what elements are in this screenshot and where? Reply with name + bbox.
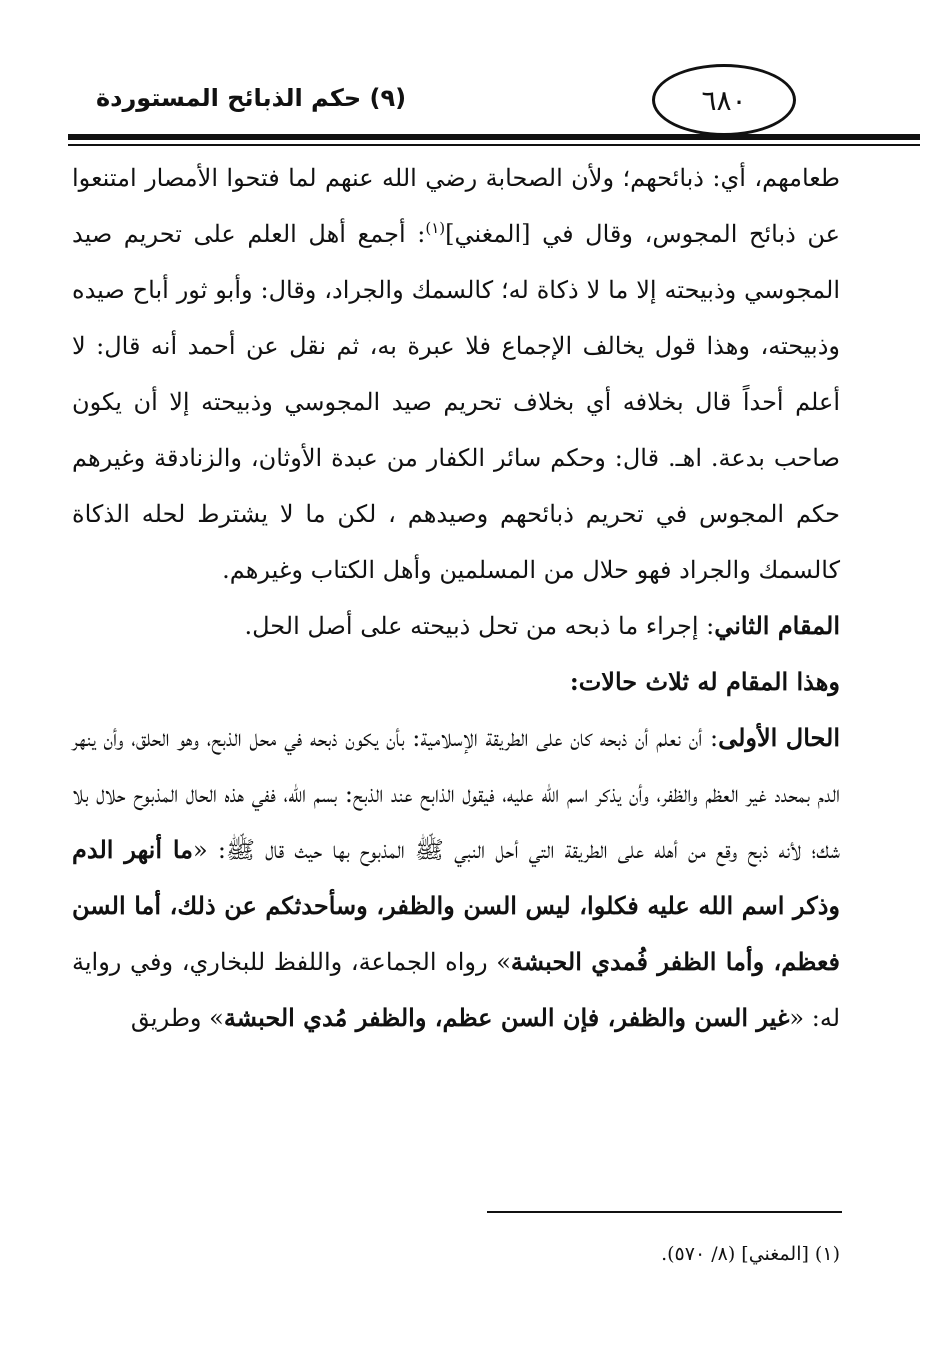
header-rule-thick: [68, 134, 920, 140]
paragraph-2: [72, 598, 840, 654]
paragraph-1: [72, 150, 840, 598]
p2-heading: المقام الثاني: [714, 611, 840, 640]
paragraph-4: [72, 710, 840, 1046]
footnote: (١) [المغني] (٨/ ٥٧٠).: [661, 1243, 840, 1265]
p4-heading: الحال الأولى: [718, 723, 840, 752]
hadith-quote-1: ما أنهر الدم وذكر اسم الله عليه فكلوا، ليس السن والظفر، وسأحدثكم عن ذلك، أما السن فعظم، وأما الظفر فُمدي الحبشة: [72, 835, 841, 976]
paragraph-3: [72, 654, 840, 710]
p2-text: : إجراء ما ذبحه من تحل ذبيحته على أصل الحل.: [244, 612, 715, 640]
p1-text-b: : أجمع أهل العلم على تحريم صيد المجوسي وذبيحته إلا ما لا ذكاة له؛ كالسمك والجراد، وقال: وأبو ثور أباح صيده وذبيحته، وهذا قول يخالف الإجماع فلا عبرة به، ثم نقل عن أحمد أنه قال: لا أعلم أحداً قال بخلافه أي بخلاف تحريم صيد المجوسي وذبيحته إلا أن يكون صاحب بدعة. اهـ. قال: وحكم سائر الكفار من عبدة الأوثان، والزنادقة وغيرهم حكم المجوس في تحريم ذبائحهم وصيدهم ، لكن ما لا يشترط لحله الذكاة كالسمك والجراد فهو حلال من المسلمين وأهل الكتاب وغيرهم.: [72, 220, 840, 584]
p1-text-a: طعامهم، أي: ذبائحهم؛ ولأن الصحابة رضي الله عنهم لما فتحوا الأمصار امتنعوا عن ذبائح المجوس، وقال في [المغني]: [72, 164, 840, 248]
body-text: [72, 150, 840, 1046]
p4-text-c: » وطريق: [130, 1004, 224, 1032]
page-header: [40, 62, 920, 142]
footnote-marker: (١): [425, 219, 446, 237]
header-rule-thin: [68, 144, 920, 146]
p3-heading: وهذا المقام له ثلاث حالات:: [569, 667, 840, 696]
hadith-quote-2: غير السن والظفر، فإن السن عظم، والظفر مُدي الحبشة: [223, 1003, 790, 1032]
p4-text-a: : أن نعلم أن ذبحه كان على الطريقة الإسلامية: بأن يكون ذبحه في محل الذبح، وهو الحلق، وأن ينهر الدم بمحدد غير العظم والظفر، وأن يذكر اسم الله عليه، فيقول الذابح عند الذبح: بسم الله، ففي هذه الحال المذبوح حلال بلا شك؛ لأنه ذبح وقع من أهله على الطريقة التي أحل النبي ﷺ المذبوح بها حيث قال ﷺ: «: [72, 724, 840, 864]
running-title: (٩) حكم الذبائح المستوردة: [96, 84, 407, 112]
p4-text-b: » رواه الجماعة، واللفظ للبخاري، وفي رواية له: «: [72, 948, 840, 1032]
page-number: ٦٨٠: [652, 64, 796, 136]
footnote-divider: [487, 1211, 842, 1213]
